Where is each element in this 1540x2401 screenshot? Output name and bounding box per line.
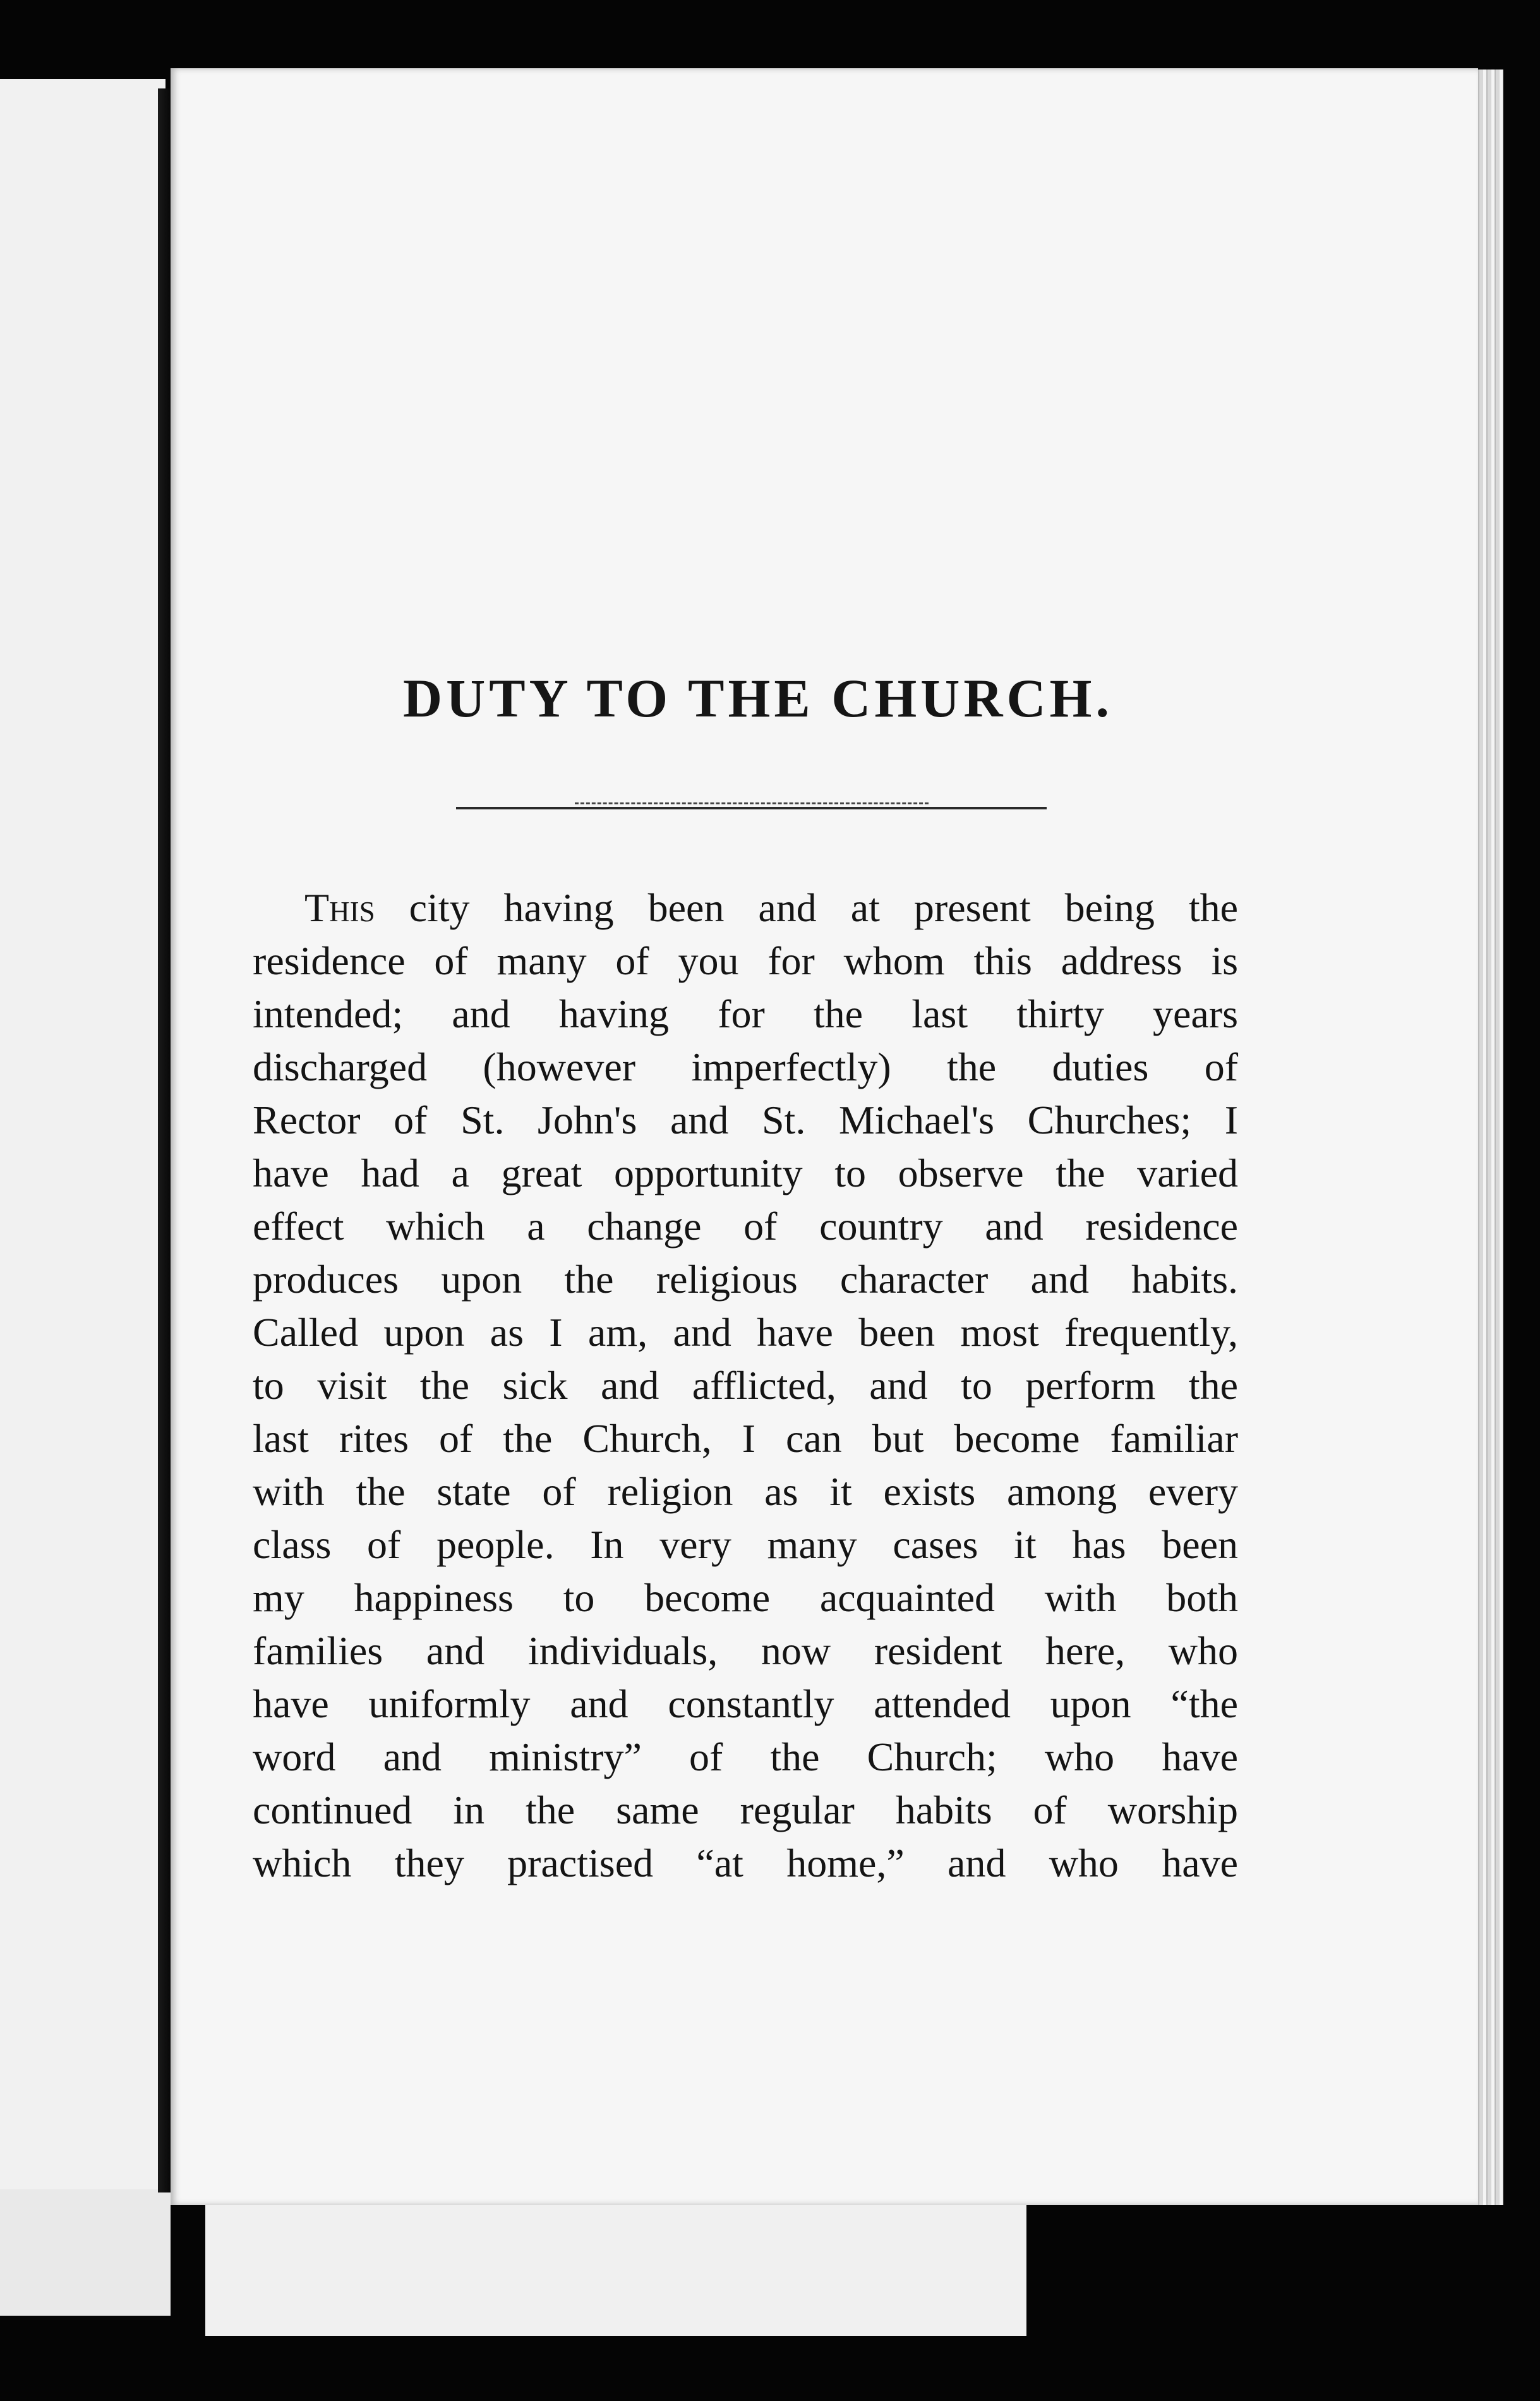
underlying-page — [205, 2189, 1026, 2336]
drop-word: This — [304, 885, 375, 930]
text-line: discharged (however imperfectly) the duties of — [253, 1044, 1238, 1089]
text-line: my happiness to become acquainted with both — [253, 1575, 1238, 1620]
text-line: last rites of the Church, I can but become familiar — [253, 1416, 1238, 1461]
text-line: to visit the sick and afflicted, and to perform the — [253, 1363, 1238, 1408]
first-line-rest: city having been and at present being the — [375, 885, 1238, 930]
title-rule-ornament — [575, 802, 929, 811]
text-line: continued in the same regular habits of worship — [253, 1787, 1238, 1832]
text-line: with the state of religion as it exists among every — [253, 1469, 1238, 1514]
text-line: word and ministry” of the Church; who have — [253, 1734, 1238, 1779]
text-line: effect which a change of country and residence — [253, 1204, 1238, 1249]
text-line-1 — [253, 881, 1238, 934]
text-line: Rector of St. John's and St. Michael's Churches; I — [253, 1098, 1238, 1142]
chapter-title: DUTY TO THE CHURCH. — [403, 668, 1113, 729]
body-text — [253, 881, 1238, 1890]
text-line: intended; and having for the last thirty years — [253, 991, 1238, 1036]
text-line: produces upon the religious character and habits. — [253, 1257, 1238, 1302]
text-line: have had a great opportunity to observe the varied — [253, 1151, 1238, 1195]
left-page-bottom — [0, 2189, 171, 2316]
left-page — [0, 79, 165, 2189]
text-line: Called upon as I am, and have been most frequently, — [253, 1310, 1238, 1355]
text-line: which they practised “at home,” and who have — [253, 1841, 1238, 1885]
text-line: class of people. In very many cases it has been — [253, 1522, 1238, 1567]
text-line: families and individuals, now resident here, who — [253, 1628, 1238, 1673]
text-line: have uniformly and constantly attended upon “the — [253, 1681, 1238, 1726]
text-line: residence of many of you for whom this address is — [253, 938, 1238, 983]
